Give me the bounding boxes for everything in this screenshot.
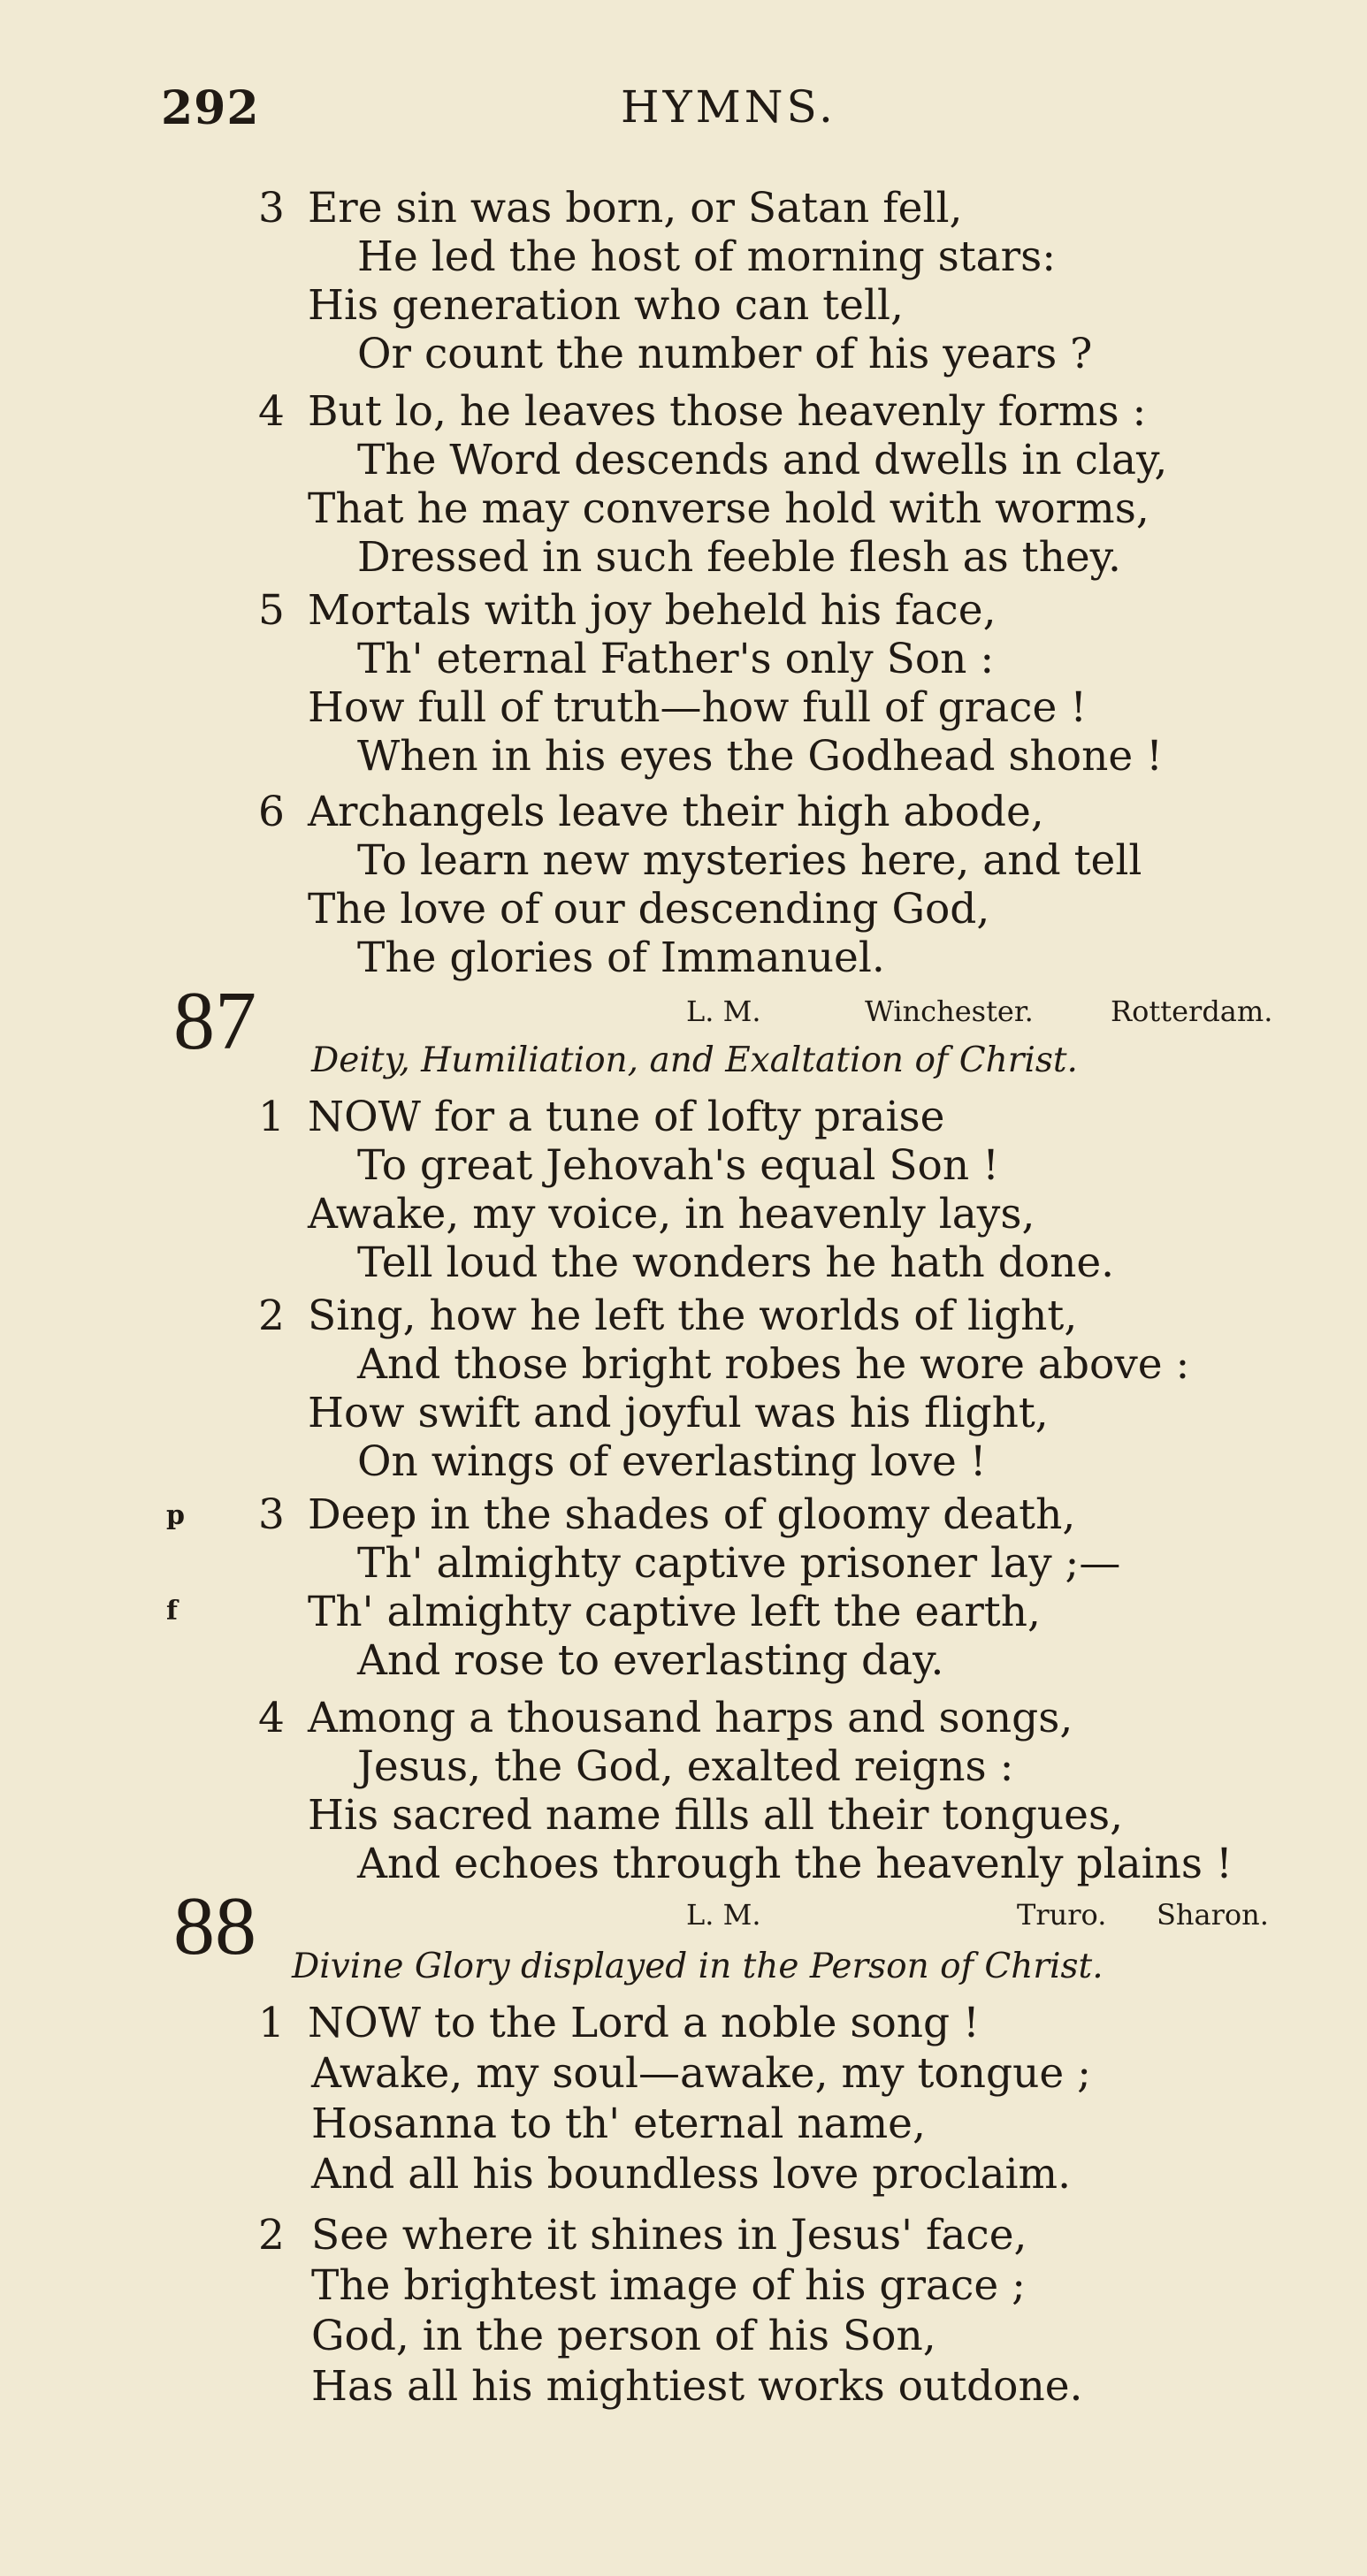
verse-line: And all his boundless love proclaim. — [311, 2150, 1072, 2199]
verse-line: Sing, how he left the worlds of light, — [308, 1292, 1078, 1340]
stanza-number: 1 — [258, 1093, 285, 1141]
stanza-number: 3 — [258, 184, 285, 232]
verse-line: God, in the person of his Son, — [311, 2312, 936, 2360]
meter: L. M. — [686, 1898, 761, 1932]
verse-line: Hosanna to th' eternal name, — [311, 2100, 926, 2148]
stanza-number: 4 — [258, 1694, 285, 1742]
verse-line: How swift and joyful was his flight, — [308, 1389, 1049, 1437]
verse-line: The Word descends and dwells in clay, — [357, 436, 1168, 484]
verse-line: Tell loud the wonders he hath done. — [357, 1238, 1115, 1287]
verse-line: Has all his mightiest works outdone. — [311, 2362, 1083, 2411]
verse-line: Dressed in such feeble flesh as they. — [357, 533, 1121, 582]
page-number: 292 — [161, 81, 260, 135]
verse-line: He led the host of morning stars: — [357, 232, 1057, 281]
verse-line: To learn new mysteries here, and tell — [357, 836, 1142, 885]
verse-line: Awake, my voice, in heavenly lays, — [308, 1190, 1035, 1238]
tune-name: Truro. — [1017, 1898, 1107, 1932]
hymn-subject: Deity, Humiliation, and Exaltation of Christ. — [311, 1040, 1078, 1080]
verse-line: Among a thousand harps and songs, — [308, 1694, 1073, 1742]
stanza-number: 3 — [258, 1490, 285, 1539]
verse-line: See where it shines in Jesus' face, — [311, 2211, 1027, 2260]
verse-line: Deep in the shades of gloomy death, — [308, 1490, 1076, 1539]
verse-line: But lo, he leaves those heavenly forms : — [308, 387, 1147, 436]
verse-line: How full of truth—how full of grace ! — [308, 683, 1088, 732]
verse-line: NOW for a tune of lofty praise — [308, 1093, 945, 1141]
stanza-number: 1 — [258, 1999, 285, 2047]
verse-line: The glories of Immanuel. — [357, 934, 885, 982]
verse-line: Mortals with joy beheld his face, — [308, 586, 997, 635]
verse-line: Th' almighty captive prisoner lay ;— — [357, 1539, 1121, 1588]
verse-line: Th' eternal Father's only Son : — [357, 635, 995, 683]
stanza-number: 2 — [258, 2211, 285, 2260]
verse-line: When in his eyes the Godhead shone ! — [357, 732, 1164, 781]
verse-line: Archangels leave their high abode, — [308, 788, 1044, 836]
stanza-number: 4 — [258, 387, 285, 436]
verse-line: To great Jehovah's equal Son ! — [357, 1141, 999, 1190]
tune-name: Winchester. — [865, 995, 1034, 1028]
meter: L. M. — [686, 995, 761, 1028]
verse-line: Jesus, the God, exalted reigns : — [357, 1742, 1014, 1791]
verse-line: On wings of everlasting love ! — [357, 1437, 987, 1486]
hymn-number: 88 — [173, 1880, 256, 1972]
verse-line: That he may converse hold with worms, — [308, 484, 1149, 533]
running-head — [161, 81, 1310, 134]
verse-line: Awake, my soul—awake, my tongue ; — [311, 2049, 1091, 2098]
dynamic-marking: p — [166, 1500, 185, 1531]
verse-line: Th' almighty captive left the earth, — [308, 1588, 1041, 1636]
running-title: HYMNS. — [621, 81, 836, 133]
verse-line: The brightest image of his grace ; — [311, 2261, 1026, 2310]
stanza-number: 6 — [258, 788, 285, 836]
tune-name: Rotterdam. — [1111, 995, 1273, 1028]
verse-line: Or count the number of his years ? — [357, 330, 1093, 378]
verse-line: And rose to everlasting day. — [357, 1636, 944, 1685]
verse-line: His generation who can tell, — [308, 281, 904, 330]
verse-line: The love of our descending God, — [308, 885, 990, 934]
hymn-subject: Divine Glory displayed in the Person of Christ. — [292, 1947, 1104, 1986]
verse-line: His sacred name fills all their tongues, — [308, 1791, 1124, 1840]
verse-line: Ere sin was born, or Satan fell, — [308, 184, 963, 232]
verse-line: And those bright robes he wore above : — [357, 1340, 1190, 1389]
tune-name: Sharon. — [1157, 1898, 1269, 1932]
stanza-number: 2 — [258, 1292, 285, 1340]
dynamic-marking: f — [166, 1596, 178, 1627]
verse-line: NOW to the Lord a noble song ! — [308, 1999, 980, 2047]
stanza-number: 5 — [258, 586, 285, 635]
hymn-number: 87 — [173, 975, 256, 1067]
verse-line: And echoes through the heavenly plains ! — [357, 1840, 1233, 1888]
